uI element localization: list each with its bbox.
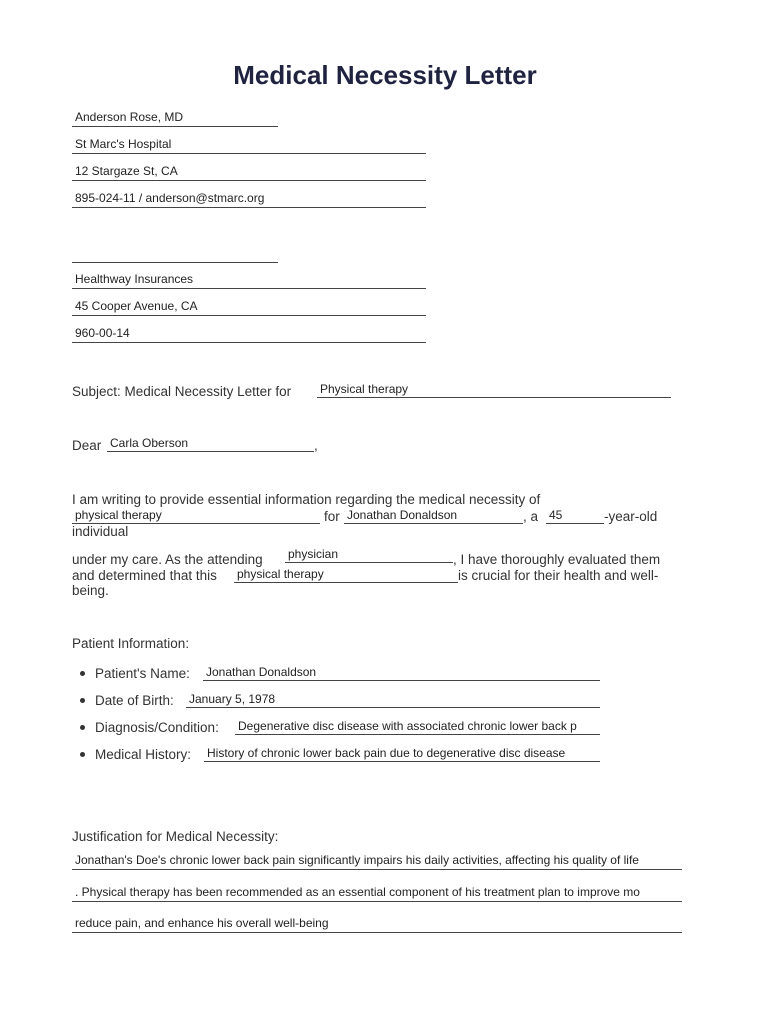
sender-hospital-field[interactable]: St Marc's Hospital — [72, 136, 426, 154]
sender-address-field[interactable]: 12 Stargaze St, CA — [72, 163, 426, 181]
crucial-text: is crucial for their health and well- — [458, 568, 659, 583]
diagnosis-label: Diagnosis/Condition: — [95, 720, 219, 735]
page-title: Medical Necessity Letter — [233, 60, 537, 90]
for-word: for — [324, 509, 340, 524]
under-care-text: under my care. As the attending — [72, 552, 263, 567]
justification-line-1[interactable]: Jonathan's Doe's chronic lower back pain significantly impairs his daily activities, affecting his quality of life — [72, 852, 682, 870]
sender-name-field[interactable]: Anderson Rose, MD — [72, 109, 278, 127]
attending-role-field[interactable]: physician — [285, 547, 453, 563]
treatment-field[interactable]: physical therapy — [72, 508, 320, 524]
dob-field[interactable]: January 5, 1978 — [186, 692, 600, 708]
subject-label: Subject: Medical Necessity Letter for — [72, 384, 292, 399]
bullet-icon — [80, 698, 85, 703]
recipient-company-field[interactable]: Healthway Insurances — [72, 271, 426, 289]
patient-name-info-field[interactable]: Jonathan Donaldson — [203, 665, 600, 681]
determined-text: and determined that this — [72, 568, 217, 583]
age-field[interactable]: 45 — [546, 508, 604, 524]
medical-history-field[interactable]: History of chronic lower back pain due to degenerative disc disease — [204, 746, 600, 762]
evaluated-text: , I have thoroughly evaluated them — [453, 552, 661, 567]
comma-a-text: , a — [523, 509, 539, 524]
body-line-1: I am writing to provide essential information regarding the medical necessity of — [72, 492, 541, 507]
justification-line-2[interactable]: . Physical therapy has been recommended as an essential component of his treatment plan to improve mo — [72, 884, 682, 902]
justification-heading: Justification for Medical Necessity: — [72, 829, 279, 844]
being-text: being. — [72, 583, 109, 598]
patient-name-field[interactable]: Jonathan Donaldson — [344, 508, 523, 524]
patient-name-label: Patient's Name: — [95, 666, 190, 681]
bullet-icon — [80, 752, 85, 757]
sender-contact-field[interactable]: 895-024-11 / anderson@stmarc.org — [72, 190, 426, 208]
year-old-text: -year-old — [604, 509, 658, 524]
justification-line-3[interactable]: reduce pain, and enhance his overall well-being — [72, 915, 682, 933]
treatment-field-2[interactable]: physical therapy — [234, 567, 458, 583]
patient-info-heading: Patient Information: — [72, 636, 190, 651]
bullet-icon — [80, 725, 85, 730]
bullet-icon — [80, 671, 85, 676]
recipient-name-field[interactable] — [72, 245, 278, 263]
medical-history-label: Medical History: — [95, 747, 192, 762]
recipient-address-field[interactable]: 45 Cooper Avenue, CA — [72, 298, 426, 316]
individual-text: individual — [72, 524, 129, 539]
salutation-suffix: , — [314, 438, 318, 453]
salutation-field[interactable]: Carla Oberson — [107, 436, 314, 452]
subject-field[interactable]: Physical therapy — [317, 382, 671, 398]
salutation-prefix: Dear — [72, 438, 102, 453]
recipient-code-field[interactable]: 960-00-14 — [72, 325, 426, 343]
diagnosis-field[interactable]: Degenerative disc disease with associated chronic lower back p — [235, 719, 600, 735]
dob-label: Date of Birth: — [95, 693, 174, 708]
